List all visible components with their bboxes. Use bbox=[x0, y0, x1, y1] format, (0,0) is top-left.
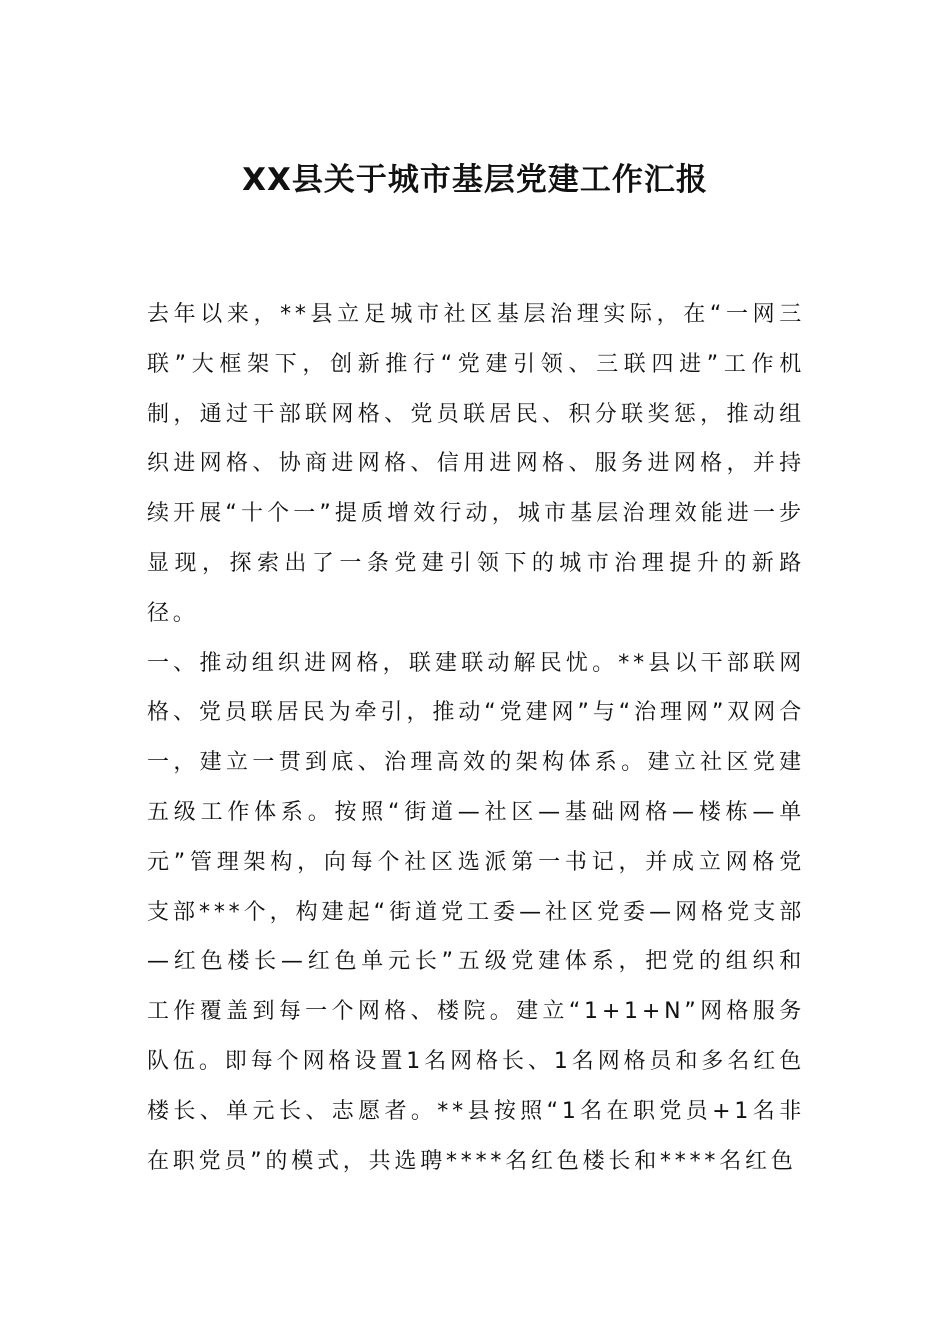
document-body bbox=[147, 290, 805, 1186]
section-one-paragraph: 一、推动组织进网格，联建联动解民忧。**县以干部联网格、党员联居民为牵引，推动“党建网”与“治理网”双网合一，建立一贯到底、治理高效的架构体系。建立社区党建五级工作体系。按照“街道—社区—基础网格—楼栋—单元”管理架构，向每个社区选派第一书记，并成立网格党支部***个，构建起“街道党工委—社区党委—网格党支部—红色楼长—红色单元长”五级党建体系，把党的组织和工作覆盖到每一个网格、楼院。建立“1+1+N”网格服务队伍。即每个网格设置1名网格长、1名网格员和多名红色楼长、单元长、志愿者。**县按照“1名在职党员+1名非在职党员”的模式，共选聘****名红色楼长和****名红色 bbox=[147, 650, 805, 1174]
document-title: XX县关于城市基层党建工作汇报 bbox=[242, 162, 708, 198]
intro-paragraph: 去年以来，**县立足城市社区基层治理实际，在“一网三联”大框架下，创新推行“党建引领、三联四进”工作机制，通过干部联网格、党员联居民、积分联奖惩，推动组织进网格、协商进网格、信用进网格、服务进网格，并持续开展“十个一”提质增效行动，城市基层治理效能进一步显现，探索出了一条党建引领下的城市治理提升的新路径。 bbox=[147, 302, 805, 626]
